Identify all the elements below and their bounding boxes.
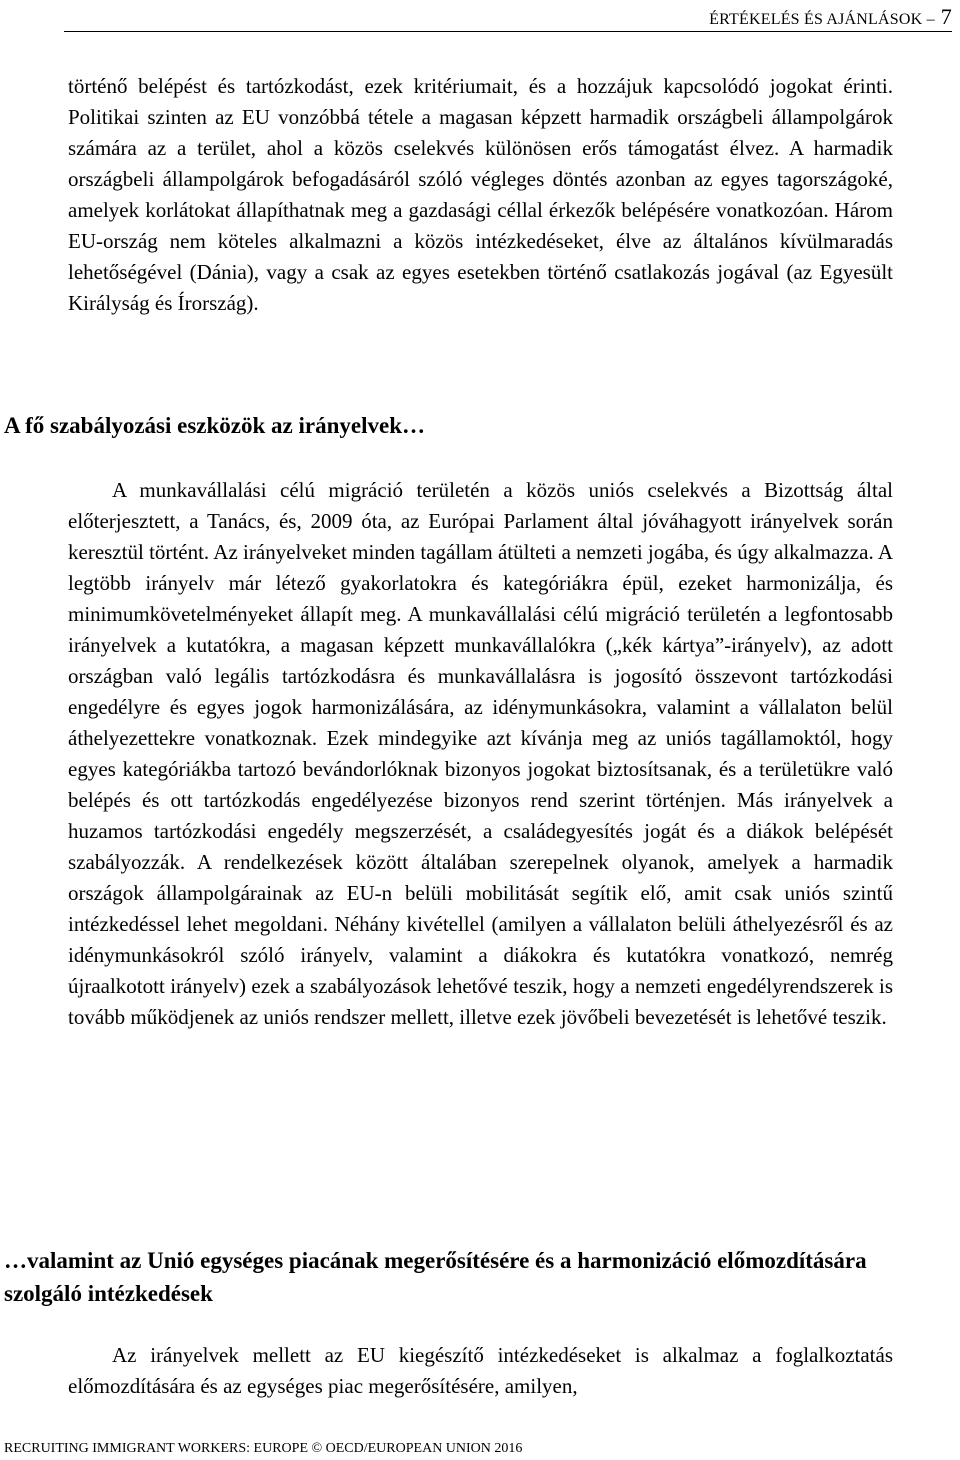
header-rule xyxy=(64,31,952,32)
paragraph-complementary-measures: Az irányelvek mellett az EU kiegészítő intézkedéseket is alkalmaz a foglalkoztatás előmozdítására és az egységes piac megerősítésére, amilyen, xyxy=(68,1343,893,1398)
running-header xyxy=(709,4,952,30)
running-footer: RECRUITING IMMIGRANT WORKERS: EUROPE © OECD/EUROPEAN UNION 2016 xyxy=(4,1441,523,1456)
section-title: ÉRTÉKELÉS ÉS AJÁNLÁSOK – xyxy=(709,11,935,28)
section-heading-single-market: …valamint az Unió egységes piacának megerősítésére és a harmonizáció előmozdítására szolgáló intézkedések xyxy=(4,1248,867,1306)
paragraph-continued: történő belépést és tartózkodást, ezek kritériumait, és a hozzájuk kapcsolódó jogokat érinti. Politikai szinten az EU vonzóbbá tétele a magasan képzett harmadik országbeli állampolgárok számára az a terület, ahol a közös cselekvés különösen erős támogatást élvez. A harmadik országbeli állampolgárok befogadásáról szóló végleges döntés azonban az egyes tagországoké, amelyek korlátokat állapíthatnak meg a gazdasági céllal érkezők belépésére vonatkozóan. Három EU-ország nem köteles alkalmazni a közös intézkedéseket, élve az általános kívülmaradás lehetőségével (Dánia), vagy a csak az egyes esetekben történő csatlakozás jogával (az Egyesült Királyság és Írország). xyxy=(68,74,893,315)
paragraph-directives: A munkavállalási célú migráció területén a közös uniós cselekvés a Bizottság által előterjesztett, a Tanács, és, 2009 óta, az Európai Parlament által jóváhagyott irányelvek során keresztül történt. Az irányelveket minden tagállam átülteti a nemzeti jogába, és úgy alkalmazza. A legtöbb irányelv már létező gyakorlatokra és kategóriákra épül, ezeket harmonizálja, és minimumkövetelményeket állapít meg. A munkavállalási célú migráció területén a legfontosabb irányelvek a kutatókra, a magasan képzett munkavállalókra („kék kártya”-irányelv), az adott országban való legális tartózkodásra és munkavállalásra is jogosító összevont tartózkodási engedélyre és egyes jogok harmonizálására, az idénymunkásokra, valamint a vállalaton belül áthelyezettekre vonatkoznak. Ezek mindegyike azt kívánja meg az uniós tagállamoktól, hogy egyes kategóriákba tartozó bevándorlóknak bizonyos jogokat biztosítsanak, és a területükre való belépés és ott tartózkodás engedélyezése bizonyos rend szerint történjen. Más irányelvek a huzamos tartózkodási engedély megszerzését, a családegyesítés jogát és a diákok belépését szabályozzák. A rendelkezések között általában szerepelnek olyanok, amelyek a harmadik országok állampolgárainak az EU-n belüli mobilitását segítik elő, amit csak uniós szintű intézkedéssel lehet megoldani. Néhány kivétellel (amilyen a vállalaton belüli áthelyezésről és az idénymunkásokról szóló irányelv, valamint a diákokra és kutatókra vonatkozó, nemrég újraalkotott irányelv) ezek a szabályozások lehetővé teszik, hogy a nemzeti engedélyrendszerek is tovább működjenek az uniós rendszer mellett, illetve ezek jövőbeli bevezetését is lehetővé teszik. xyxy=(68,478,893,1029)
page-number: 7 xyxy=(940,4,952,29)
section-heading-directives: A fő szabályozási eszközök az irányelvek… xyxy=(4,413,425,438)
